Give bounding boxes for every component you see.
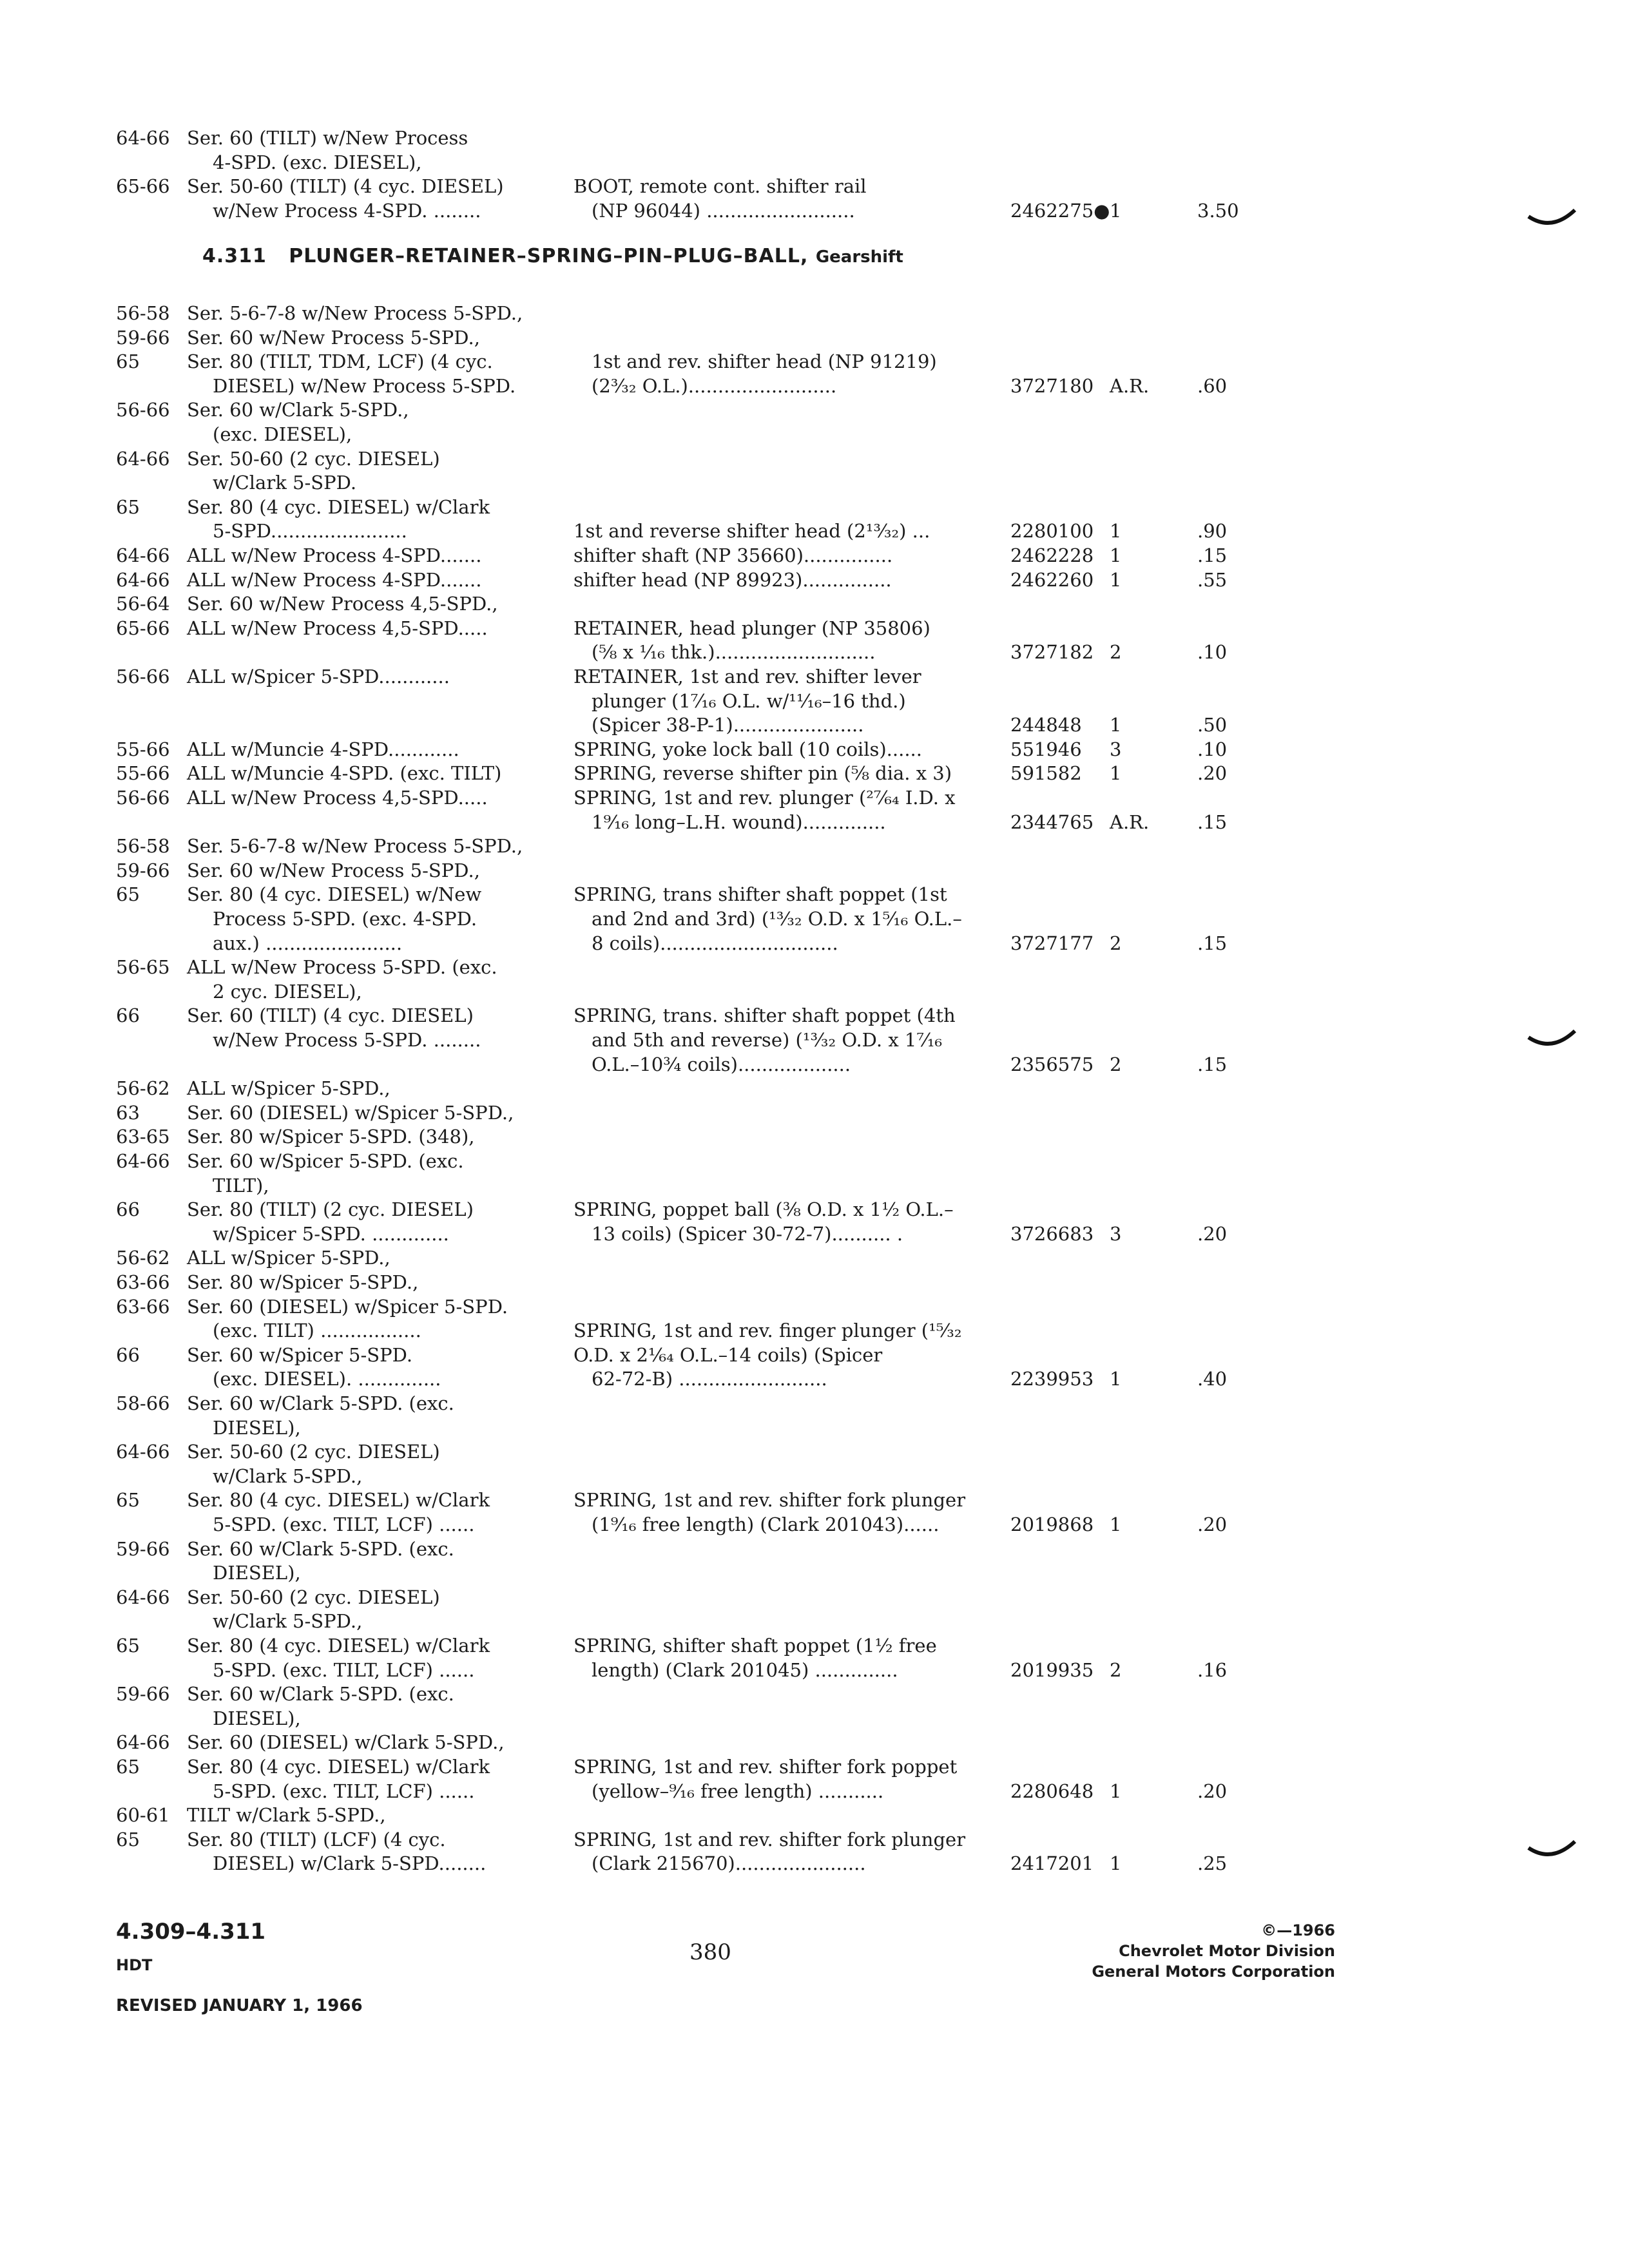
part-number: 2417201 (1010, 1852, 1094, 1874)
application: Ser. 5-6-7-8 w/New Process 5-SPD., (187, 835, 523, 857)
description: shifter shaft (NP 35660)............... (574, 544, 893, 566)
year-range: 64-66 (116, 1441, 170, 1463)
year-range: 65 (116, 1635, 140, 1657)
description: (Clark 215670)...................... (592, 1852, 866, 1874)
year-range: 59-66 (116, 1683, 170, 1705)
year-range: 65-66 (116, 617, 170, 639)
application: DIESEL) w/New Process 5-SPD. (213, 375, 516, 397)
footer-section-range: 4.309–4.311 (116, 1919, 266, 1945)
application: ALL w/New Process 4-SPD....... (187, 569, 482, 591)
quantity: 2 (1110, 1053, 1122, 1075)
quantity: 1 (1110, 544, 1122, 566)
application: Ser. 60 (DIESEL) w/Spicer 5-SPD., (187, 1102, 514, 1124)
year-range: 56-58 (116, 835, 170, 857)
application: Ser. 50-60 (TILT) (4 cyc. DIESEL) (187, 175, 504, 197)
year-range: 65 (116, 1489, 140, 1511)
application: w/Clark 5-SPD., (213, 1610, 363, 1632)
application: Ser. 60 (DIESEL) w/Spicer 5-SPD. (187, 1296, 508, 1318)
application: Ser. 80 (4 cyc. DIESEL) w/Clark (187, 1635, 490, 1657)
application: w/New Process 5-SPD. ........ (213, 1029, 481, 1051)
description: SPRING, trans shifter shaft poppet (1st (574, 883, 947, 905)
year-range: 56-66 (116, 787, 170, 809)
price: .15 (1197, 1053, 1228, 1075)
application: DIESEL), (213, 1417, 301, 1439)
description: SPRING, trans. shifter shaft poppet (4th (574, 1004, 956, 1026)
year-range: 65 (116, 1756, 140, 1778)
description: shifter head (NP 89923)............... (574, 569, 892, 591)
application: Ser. 80 (TILT) (2 cyc. DIESEL) (187, 1198, 474, 1220)
description: (1⁹⁄₁₆ free length) (Clark 201043)...... (592, 1514, 940, 1535)
application: Ser. 5-6-7-8 w/New Process 5-SPD., (187, 302, 523, 324)
year-range: 60-61 (116, 1804, 170, 1826)
section-heading (202, 245, 903, 267)
application: ALL w/Muncie 4-SPD............ (187, 738, 459, 760)
description: 13 coils) (Spicer 30-72-7).......... . (592, 1223, 903, 1245)
part-number: 3727177 (1010, 932, 1094, 954)
year-range: 58-66 (116, 1392, 170, 1414)
application: Ser. 80 (4 cyc. DIESEL) w/Clark (187, 1489, 490, 1511)
year-range: 63-65 (116, 1126, 170, 1148)
application: (exc. DIESEL). .............. (213, 1368, 441, 1390)
description: SPRING, 1st and rev. shifter fork poppet (574, 1756, 958, 1778)
application: Ser. 50-60 (2 cyc. DIESEL) (187, 1586, 440, 1608)
price: .25 (1197, 1852, 1228, 1874)
application: ALL w/New Process 5-SPD. (exc. (187, 956, 497, 978)
price: .20 (1197, 1223, 1228, 1245)
application: ALL w/Spicer 5-SPD., (187, 1077, 390, 1099)
application: Ser. 60 w/Clark 5-SPD. (exc. (187, 1683, 454, 1705)
application: ALL w/New Process 4,5-SPD..... (187, 787, 488, 809)
application: DIESEL), (213, 1707, 301, 1729)
price: .20 (1197, 1514, 1228, 1535)
application: ALL w/Muncie 4-SPD. (exc. TILT) (187, 762, 502, 784)
application: Ser. 50-60 (2 cyc. DIESEL) (187, 448, 440, 470)
quantity: A.R. (1110, 375, 1150, 397)
year-range: 66 (116, 1004, 140, 1026)
description: (2³⁄₃₂ O.L.)......................... (592, 375, 837, 397)
application: Ser. 80 (4 cyc. DIESEL) w/Clark (187, 496, 490, 518)
application: w/New Process 4-SPD. ........ (213, 200, 481, 222)
quantity: 2 (1110, 641, 1122, 663)
quantity: 1 (1110, 1852, 1122, 1874)
application: 4-SPD. (exc. DIESEL), (213, 151, 422, 173)
year-range: 66 (116, 1344, 140, 1366)
application: (exc. DIESEL), (213, 423, 352, 445)
part-number: 2462260 (1010, 569, 1094, 591)
description: O.L.–10¾ coils)................... (592, 1053, 851, 1075)
description: SPRING, 1st and rev. shifter fork plunger (574, 1489, 966, 1511)
price: .20 (1197, 1780, 1228, 1802)
part-number: 3726683 (1010, 1223, 1094, 1245)
application: Ser. 60 w/New Process 5-SPD., (187, 860, 480, 881)
application: (exc. TILT) ................. (213, 1320, 421, 1341)
part-number: 551946 (1010, 738, 1082, 760)
year-range: 56-66 (116, 399, 170, 421)
section-subtitle: Gearshift (815, 247, 903, 267)
application: Ser. 60 (TILT) w/New Process (187, 127, 468, 149)
price: .15 (1197, 932, 1228, 954)
price: .60 (1197, 375, 1228, 397)
description: BOOT, remote cont. shifter rail (574, 175, 867, 197)
price: .10 (1197, 738, 1228, 760)
section-title: PLUNGER–RETAINER–SPRING–PIN–PLUG–BALL, (289, 245, 809, 267)
part-number: 2239953 (1010, 1368, 1094, 1390)
application: Ser. 80 w/Spicer 5-SPD., (187, 1271, 419, 1293)
price: .50 (1197, 714, 1228, 736)
application: 5-SPD....................... (213, 520, 407, 542)
part-number: 2280648 (1010, 1780, 1094, 1802)
description: SPRING, reverse shifter pin (⅝ dia. x 3) (574, 762, 952, 784)
application: Ser. 60 w/New Process 4,5-SPD., (187, 593, 498, 615)
application: aux.) ....................... (213, 932, 403, 954)
description: SPRING, 1st and rev. plunger (²⁷⁄₆₄ I.D. x (574, 787, 956, 809)
application: Ser. 80 (4 cyc. DIESEL) w/New (187, 883, 482, 905)
application: DIESEL), (213, 1562, 301, 1584)
part-number: 244848 (1010, 714, 1082, 736)
year-range: 65 (116, 496, 140, 518)
application: 2 cyc. DIESEL), (213, 981, 362, 1003)
price: .15 (1197, 811, 1228, 833)
application: Ser. 60 (DIESEL) w/Clark 5-SPD., (187, 1731, 505, 1753)
description: 62-72-B) ......................... (592, 1368, 827, 1390)
application: Ser. 80 (TILT) (LCF) (4 cyc. (187, 1829, 446, 1850)
application: 5-SPD. (exc. TILT, LCF) ...... (213, 1780, 475, 1802)
description: and 2nd and 3rd) (¹³⁄₃₂ O.D. x 1⁵⁄₁₆ O.L.– (592, 908, 962, 930)
description: 1st and reverse shifter head (2¹³⁄₃₂) ... (574, 520, 930, 542)
description: (Spicer 38-P-1)...................... (592, 714, 864, 736)
application: Ser. 60 (TILT) (4 cyc. DIESEL) (187, 1004, 474, 1026)
description: SPRING, shifter shaft poppet (1½ free (574, 1635, 937, 1657)
description: SPRING, 1st and rev. finger plunger (¹⁵⁄₃₂ (574, 1320, 962, 1341)
quantity: 1 (1110, 762, 1122, 784)
year-range: 65 (116, 1829, 140, 1850)
quantity: 3 (1110, 1223, 1122, 1245)
binding-mark-3 (1526, 1836, 1577, 1862)
year-range: 63 (116, 1102, 140, 1124)
price: .40 (1197, 1368, 1228, 1390)
application: Process 5-SPD. (exc. 4-SPD. (213, 908, 477, 930)
year-range: 56-66 (116, 666, 170, 687)
part-number: 2356575 (1010, 1053, 1094, 1075)
year-range: 56-62 (116, 1077, 170, 1099)
application: Ser. 80 (TILT, TDM, LCF) (4 cyc. (187, 351, 493, 372)
year-range: 64-66 (116, 569, 170, 591)
part-number: 2280100 (1010, 520, 1094, 542)
year-range: 65 (116, 883, 140, 905)
year-range: 56-62 (116, 1247, 170, 1269)
description: SPRING, poppet ball (⅜ O.D. x 1½ O.L.– (574, 1198, 954, 1220)
part-number: 591582 (1010, 762, 1082, 784)
quantity: A.R. (1110, 811, 1150, 833)
application: Ser. 60 w/Clark 5-SPD. (exc. (187, 1392, 454, 1414)
application: ALL w/New Process 4-SPD....... (187, 544, 482, 566)
application: Ser. 60 w/Spicer 5-SPD. (exc. (187, 1150, 464, 1172)
description: and 5th and reverse) (¹³⁄₃₂ O.D. x 1⁷⁄₁₆ (592, 1029, 943, 1051)
year-range: 56-65 (116, 956, 170, 978)
price: .15 (1197, 544, 1228, 566)
quantity: 1 (1110, 200, 1122, 222)
year-range: 65 (116, 351, 140, 372)
application: ALL w/New Process 4,5-SPD..... (187, 617, 488, 639)
description: (yellow–⁹⁄₁₆ free length) ........... (592, 1780, 884, 1802)
description: RETAINER, head plunger (NP 35806) (574, 617, 930, 639)
application: Ser. 60 w/Clark 5-SPD., (187, 399, 409, 421)
page-number: 380 (689, 1939, 731, 1965)
year-range: 59-66 (116, 327, 170, 349)
price: .90 (1197, 520, 1228, 542)
application: Ser. 60 w/Spicer 5-SPD. (187, 1344, 413, 1366)
part-number: 3727180 (1010, 375, 1094, 397)
quantity: 1 (1110, 520, 1122, 542)
year-range: 63-66 (116, 1296, 170, 1318)
year-range: 63-66 (116, 1271, 170, 1293)
part-number: 2344765 (1010, 811, 1094, 833)
year-range: 55-66 (116, 738, 170, 760)
year-range: 64-66 (116, 127, 170, 149)
part-number: 2019935 (1010, 1659, 1094, 1681)
application: TILT w/Clark 5-SPD., (187, 1804, 386, 1826)
footer-copyright: ©—1966 (1261, 1921, 1335, 1939)
quantity: 2 (1110, 1659, 1122, 1681)
footer-code: HDT (116, 1956, 153, 1974)
quantity: 3 (1110, 738, 1122, 760)
description: RETAINER, 1st and rev. shifter lever (574, 666, 921, 687)
binding-mark-2 (1526, 1026, 1577, 1052)
price: 3.50 (1197, 200, 1239, 222)
year-range: 64-66 (116, 448, 170, 470)
year-range: 64-66 (116, 1150, 170, 1172)
description: (NP 96044) ......................... (592, 200, 855, 222)
application: Ser. 80 w/Spicer 5-SPD. (348), (187, 1126, 475, 1148)
quantity: 2 (1110, 932, 1122, 954)
application: DIESEL) w/Clark 5-SPD........ (213, 1852, 487, 1874)
description: SPRING, yoke lock ball (10 coils)...... (574, 738, 922, 760)
application: ALL w/Spicer 5-SPD., (187, 1247, 390, 1269)
section-number: 4.311 (202, 245, 267, 267)
footer-copyright-block (1092, 1920, 1335, 1982)
quantity: 1 (1110, 714, 1122, 736)
year-range: 55-66 (116, 762, 170, 784)
year-range: 64-66 (116, 544, 170, 566)
price: .16 (1197, 1659, 1228, 1681)
description: SPRING, 1st and rev. shifter fork plunger (574, 1829, 966, 1850)
price: .55 (1197, 569, 1228, 591)
description: length) (Clark 201045) .............. (592, 1659, 898, 1681)
application: w/Clark 5-SPD., (213, 1465, 363, 1487)
year-range: 65-66 (116, 175, 170, 197)
footer-division: Chevrolet Motor Division (1119, 1942, 1335, 1960)
description: O.D. x 2¹⁄₆₄ O.L.–14 coils) (Spicer (574, 1344, 883, 1366)
part-number: 2019868 (1010, 1514, 1094, 1535)
footer-corporation: General Motors Corporation (1092, 1963, 1335, 1981)
part-number: 3727182 (1010, 641, 1094, 663)
year-range: 59-66 (116, 860, 170, 881)
year-range: 59-66 (116, 1538, 170, 1560)
application: Ser. 50-60 (2 cyc. DIESEL) (187, 1441, 440, 1463)
description: (⅝ x ¹⁄₁₆ thk.)........................... (592, 641, 876, 663)
application: Ser. 60 w/Clark 5-SPD. (exc. (187, 1538, 454, 1560)
quantity: 1 (1110, 1514, 1122, 1535)
application: ALL w/Spicer 5-SPD............ (187, 666, 450, 687)
year-range: 56-58 (116, 302, 170, 324)
description: 1⁹⁄₁₆ long–L.H. wound).............. (592, 811, 886, 833)
description: 1st and rev. shifter head (NP 91219) (592, 351, 937, 372)
binding-mark-1 (1526, 205, 1577, 231)
application: w/Spicer 5-SPD. ............. (213, 1223, 449, 1245)
price: .20 (1197, 762, 1228, 784)
description: 8 coils).............................. (592, 932, 838, 954)
year-range: 56-64 (116, 593, 170, 615)
application: w/Clark 5-SPD. (213, 472, 357, 494)
application: 5-SPD. (exc. TILT, LCF) ...... (213, 1659, 475, 1681)
quantity: 1 (1110, 1780, 1122, 1802)
part-number: 2462275● (1010, 200, 1110, 222)
year-range: 64-66 (116, 1731, 170, 1753)
part-number: 2462228 (1010, 544, 1094, 566)
quantity: 1 (1110, 1368, 1122, 1390)
application: TILT), (213, 1175, 269, 1196)
price: .10 (1197, 641, 1228, 663)
footer-revised: REVISED JANUARY 1, 1966 (116, 1996, 363, 2015)
application: Ser. 60 w/New Process 5-SPD., (187, 327, 480, 349)
year-range: 66 (116, 1198, 140, 1220)
application: Ser. 80 (4 cyc. DIESEL) w/Clark (187, 1756, 490, 1778)
quantity: 1 (1110, 569, 1122, 591)
year-range: 64-66 (116, 1586, 170, 1608)
description: plunger (1⁷⁄₁₆ O.L. w/¹¹⁄₁₆–16 thd.) (592, 690, 906, 712)
application: 5-SPD. (exc. TILT, LCF) ...... (213, 1514, 475, 1535)
